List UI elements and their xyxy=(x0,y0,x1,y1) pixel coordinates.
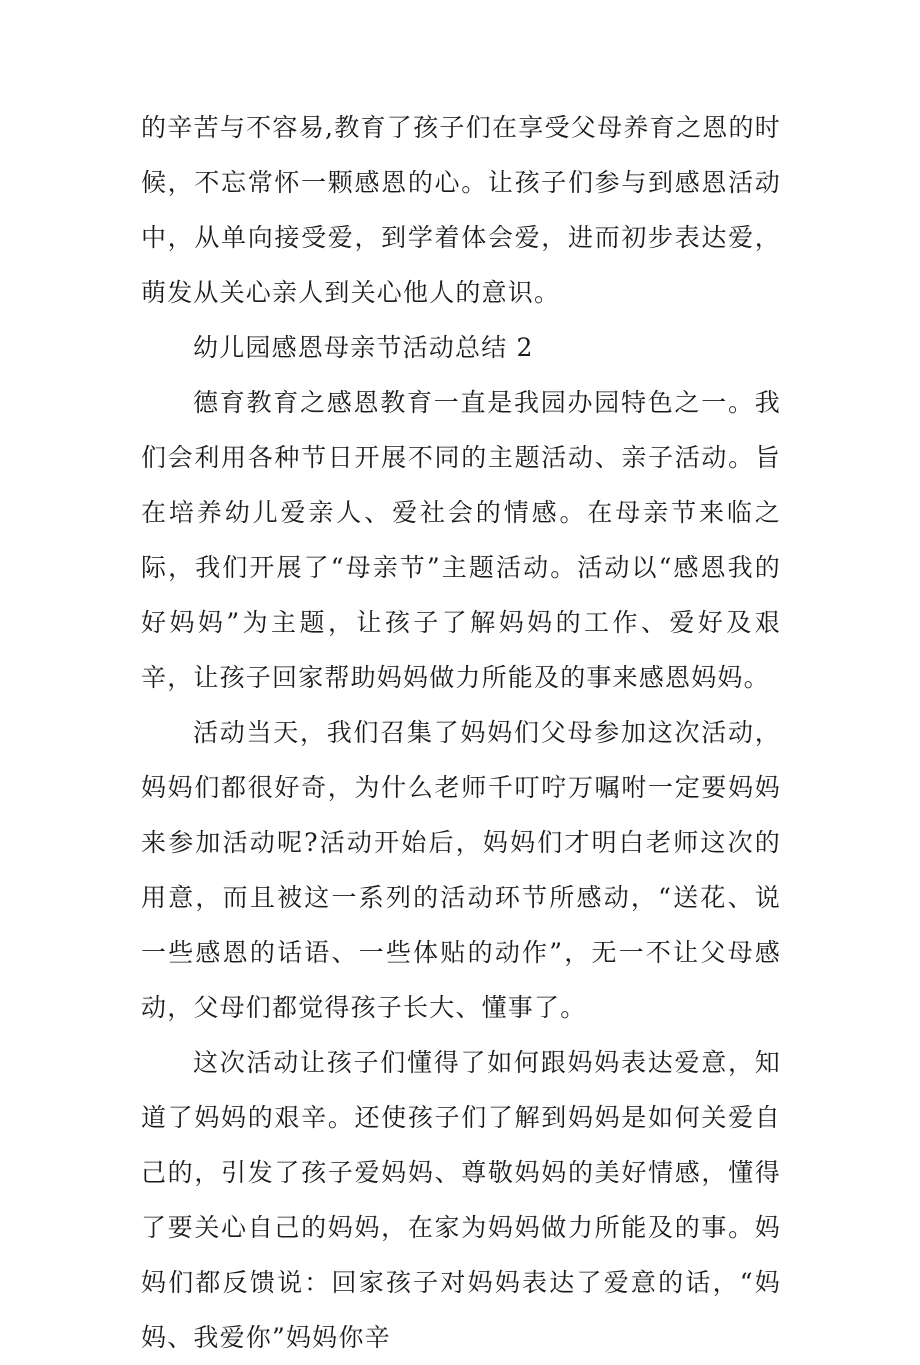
paragraph-outcome: 这次活动让孩子们懂得了如何跟妈妈表达爱意，知道了妈妈的艰辛。还使孩子们了解到妈妈是如何关爱自己的，引发了孩子爱妈妈、尊敬妈妈的美好情感，懂得了要关心自己的妈妈，在家为妈妈做力所能及的事。妈妈们都反馈说：回家孩子对妈妈表达了爱意的话，“妈妈、我爱你”妈妈你辛 xyxy=(141,1048,781,1352)
paragraph-continuation: 的辛苦与不容易,教育了孩子们在享受父母养育之恩的时候，不忘常怀一颗感恩的心。让孩子们参与到感恩活动中，从单向接受爱，到学着体会爱，进而初步表达爱，萌发从关心亲人到关心他人的意识。 xyxy=(141,113,781,307)
document-body xyxy=(141,100,781,1365)
paragraph-activity-day: 活动当天，我们召集了妈妈们父母参加这次活动，妈妈们都很好奇，为什么老师千叮咛万嘱咐一定要妈妈来参加活动呢?活动开始后，妈妈们才明白老师这次的用意，而且被这一系列的活动环节所感动，“送花、说一些感恩的话语、一些体贴的动作”，无一不让父母感动，父母们都觉得孩子长大、懂事了。 xyxy=(141,718,781,1022)
section-heading: 幼儿园感恩母亲节活动总结 2 xyxy=(193,333,534,362)
paragraph-intro: 德育教育之感恩教育一直是我园办园特色之一。我们会利用各种节日开展不同的主题活动、亲子活动。旨在培养幼儿爱亲人、爱社会的情感。在母亲节来临之际，我们开展了“母亲节”主题活动。活动以“感恩我的好妈妈”为主题，让孩子了解妈妈的工作、爱好及艰辛，让孩子回家帮助妈妈做力所能及的事来感恩妈妈。 xyxy=(141,388,781,692)
